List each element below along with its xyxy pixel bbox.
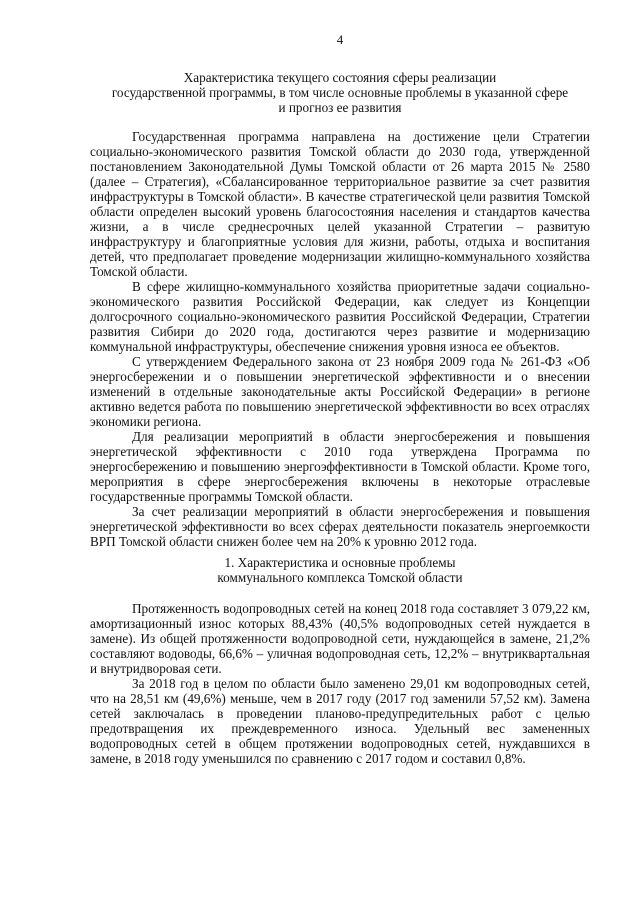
heading-line: Характеристика текущего состояния сферы реализации	[183, 70, 497, 85]
paragraph: Для реализации мероприятий в области энергосбережения и повышения энергетической эффективности с 2010 года утверждена Программа по энергосбережению и повышению энергоэффективности в Томской области. Кроме того, мероприятия в сфере энергосбережения включены в некоторые отраслевые государственные программы Томской области.	[90, 429, 590, 504]
section-heading-line: коммунального комплекса Томской области	[217, 570, 463, 585]
section-heading-line: 1. Характеристика и основные проблемы	[224, 555, 456, 570]
section-heading	[90, 555, 590, 585]
paragraph: Государственная программа направлена на достижение цели Стратегии социально-экономического развития Томской области до 2030 года, утвержденной постановлением Законодательной Думы Томской области от 26 марта 2015 № 2580 (далее – Стратегия), «Сбалансированное территориальное развитие за счет развития инфраструктуры в Томской области». В качестве стратегической цели развития Томской области определен высокий уровень благосостояния населения и стандартов качества жизни, а в числе среднесрочных целей указанной Стратегии – развитую инфраструктуру и благоприятные условия для жизни, работы, отдыха и воспитания детей, что предполагает проведение модернизации жилищно-коммунального хозяйства Томской области.	[90, 129, 590, 279]
paragraph: За 2018 год в целом по области было заменено 29,01 км водопроводных сетей, что на 28,51 км (49,6%) меньше, чем в 2017 году (2017 год заменили 57,52 км). Замена сетей заключалась в проведении планово-предупредительных работ с целью предотвращения их преждевременного износа. Удельный вес замененных водопроводных сетей в общем протяжении водопроводных сетей, нуждавшихся в замене, в 2018 году уменьшился по сравнению с 2017 годом и составил 0,8%.	[90, 676, 590, 766]
paragraph: В сфере жилищно-коммунального хозяйства приоритетные задачи социально-экономического развития Российской Федерации, как следует из Концепции долгосрочного социально-экономического развития Российской Федерации, Стратегии развития Сибири до 2020 года, достигаются через развитие и модернизацию коммунальной инфраструктуры, обеспечение снижения уровня износа ее объектов.	[90, 279, 590, 354]
page-number: 4	[336, 32, 344, 47]
heading-line: государственной программы, в том числе основные проблемы в указанной сфере	[111, 85, 569, 100]
paragraph: За счет реализации мероприятий в области энергосбережения и повышения энергетической эффективности во всех сферах деятельности показатель энергоемкости ВРП Томской области снижен более чем на 20% к уровню 2012 года.	[90, 504, 590, 549]
paragraph: Протяженность водопроводных сетей на конец 2018 года составляет 3 079,22 км, амортизационный износ которых 88,43% (40,5% водопроводных сетей нуждается в замене). Из общей протяженности водопроводной сети, нуждающейся в замене, 21,2% составляют водоводы, 66,6% – уличная водопроводная сеть, 12,2% – внутриквартальная и внутридворовая сети.	[90, 601, 590, 676]
heading-line: и прогноз ее развития	[278, 100, 402, 115]
document-heading	[90, 70, 590, 115]
paragraph: С утверждением Федерального закона от 23 ноября 2009 года № 261-ФЗ «Об энергосбережении и о повышении энергетической эффективности и о внесении изменений в отдельные законодательные акты Российской Федерации» в регионе активно ведется работа по повышению энергетической эффективности во всех отраслях экономики региона.	[90, 354, 590, 429]
